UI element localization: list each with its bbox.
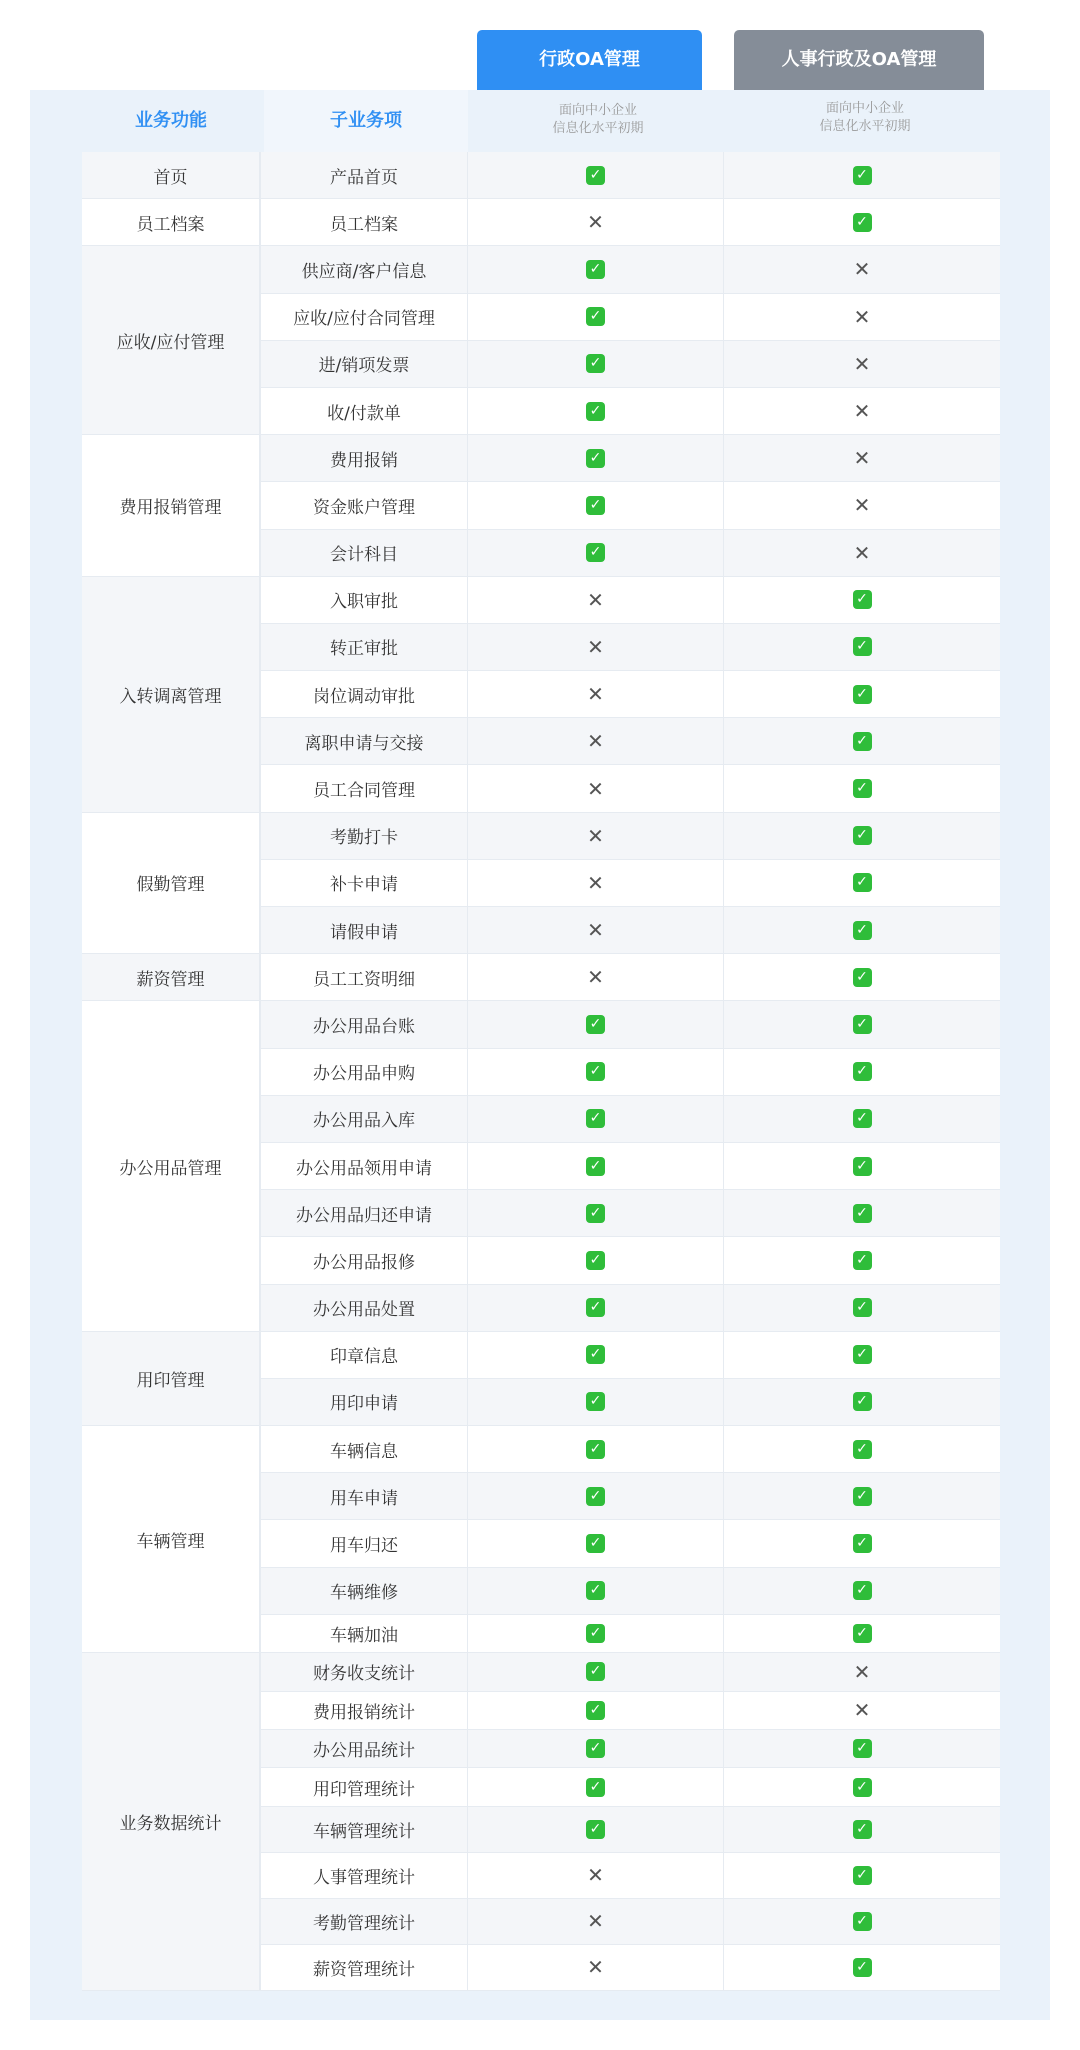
- hr-support-cell: [724, 1426, 1000, 1473]
- hr-support-cell: [724, 1237, 1000, 1284]
- sub-item-cell: 产品首页: [260, 152, 468, 199]
- sub-item-cell: 办公用品领用申请: [260, 1143, 468, 1190]
- hr-support-cell: [724, 1768, 1000, 1806]
- check-icon: ✓: [853, 1866, 872, 1885]
- hr-support-cell: [724, 1473, 1000, 1520]
- hr-support-cell: [724, 388, 1000, 435]
- check-icon: ✓: [853, 1251, 872, 1270]
- check-icon: ✓: [853, 1345, 872, 1364]
- hr-support-cell: [724, 765, 1000, 812]
- sub-item-cell: 人事管理统计: [260, 1853, 468, 1899]
- hr-support-cell: [724, 907, 1000, 954]
- cross-icon: ✕: [587, 634, 604, 659]
- check-icon: ✓: [586, 1487, 605, 1506]
- business-function-cell: 薪资管理: [82, 954, 260, 1001]
- cross-icon: ✕: [853, 540, 871, 565]
- oa-support-cell: [468, 624, 724, 671]
- oa-support-cell: [468, 199, 724, 246]
- hr-support-cell: [724, 246, 1000, 293]
- oa-support-cell: [468, 1520, 724, 1567]
- check-icon: ✓: [586, 307, 605, 326]
- sub-item-cell: 办公用品统计: [260, 1730, 468, 1768]
- oa-support-cell: [468, 860, 724, 907]
- business-function-cell: 办公用品管理: [82, 1001, 260, 1331]
- cross-icon: ✕: [853, 493, 871, 518]
- check-icon: ✓: [586, 1440, 605, 1459]
- check-icon: ✓: [853, 921, 872, 940]
- oa-support-cell: [468, 813, 724, 860]
- header-hr-description: [730, 100, 1000, 136]
- sub-item-cell: 车辆加油: [260, 1615, 468, 1653]
- hr-support-cell: [724, 813, 1000, 860]
- oa-support-cell: [468, 388, 724, 435]
- hr-support-cell: [724, 1853, 1000, 1899]
- sub-item-cell: 用车归还: [260, 1520, 468, 1567]
- hr-support-cell: [724, 577, 1000, 624]
- hr-support-cell: [724, 624, 1000, 671]
- check-icon: ✓: [586, 1534, 605, 1553]
- check-icon: ✓: [586, 1298, 605, 1317]
- check-icon: ✓: [586, 1624, 605, 1643]
- sub-item-cell: 请假申请: [260, 907, 468, 954]
- check-icon: ✓: [853, 166, 872, 185]
- hr-support-cell: [724, 1190, 1000, 1237]
- check-icon: ✓: [853, 968, 872, 987]
- business-function-cell: 首页: [82, 152, 260, 199]
- feature-grid: [82, 152, 1000, 1991]
- oa-support-cell: [468, 1001, 724, 1048]
- cross-icon: ✕: [587, 823, 604, 848]
- hr-support-cell: [724, 152, 1000, 199]
- check-icon: ✓: [853, 1912, 872, 1931]
- oa-support-cell: [468, 1615, 724, 1653]
- cross-icon: ✕: [853, 446, 871, 471]
- header-oa-description: [470, 102, 726, 138]
- sub-item-cell: 员工档案: [260, 199, 468, 246]
- oa-support-cell: [468, 1730, 724, 1768]
- oa-support-cell: [468, 435, 724, 482]
- sub-item-cell: 收/付款单: [260, 388, 468, 435]
- check-icon: ✓: [853, 1624, 872, 1643]
- check-icon: ✓: [853, 1015, 872, 1034]
- hr-support-cell: [724, 1615, 1000, 1653]
- oa-support-cell: [468, 1568, 724, 1615]
- header-sub-item: 子业务项: [264, 90, 468, 152]
- sub-item-cell: 考勤管理统计: [260, 1899, 468, 1945]
- check-icon: ✓: [586, 1204, 605, 1223]
- sub-item-cell: 转正审批: [260, 624, 468, 671]
- oa-support-cell: [468, 1143, 724, 1190]
- hr-support-cell: [724, 954, 1000, 1001]
- header-business-function: 业务功能: [135, 110, 207, 131]
- hr-support-cell: [724, 341, 1000, 388]
- header-oa-desc-line: 信息化水平初期: [552, 121, 644, 136]
- sub-item-cell: 办公用品台账: [260, 1001, 468, 1048]
- hr-support-cell: [724, 530, 1000, 577]
- business-function-cell: 假勤管理: [82, 813, 260, 955]
- oa-support-cell: [468, 1237, 724, 1284]
- oa-support-cell: [468, 1853, 724, 1899]
- oa-support-cell: [468, 718, 724, 765]
- business-function-cell: 用印管理: [82, 1332, 260, 1426]
- oa-support-cell: [468, 1768, 724, 1806]
- cross-icon: ✕: [587, 965, 604, 990]
- sub-item-cell: 办公用品报修: [260, 1237, 468, 1284]
- sub-item-cell: 办公用品入库: [260, 1096, 468, 1143]
- sub-item-cell: 车辆维修: [260, 1568, 468, 1615]
- check-icon: ✓: [853, 732, 872, 751]
- check-icon: ✓: [586, 354, 605, 373]
- hr-support-cell: [724, 671, 1000, 718]
- oa-support-cell: [468, 1473, 724, 1520]
- oa-support-cell: [468, 1945, 724, 1991]
- tab-hr-admin-oa[interactable]: 人事行政及OA管理: [734, 30, 984, 90]
- oa-support-cell: [468, 1899, 724, 1945]
- cross-icon: ✕: [587, 1909, 604, 1934]
- tab-admin-oa[interactable]: 行政OA管理: [477, 30, 702, 90]
- cross-icon: ✕: [587, 918, 604, 943]
- hr-support-cell: [724, 1379, 1000, 1426]
- cross-icon: ✕: [853, 304, 871, 329]
- cross-icon: ✕: [587, 1955, 604, 1980]
- oa-support-cell: [468, 1096, 724, 1143]
- check-icon: ✓: [586, 1662, 605, 1681]
- check-icon: ✓: [586, 1251, 605, 1270]
- plan-tabs: [0, 30, 1080, 90]
- check-icon: ✓: [853, 779, 872, 798]
- cross-icon: ✕: [587, 682, 604, 707]
- check-icon: ✓: [586, 166, 605, 185]
- oa-support-cell: [468, 765, 724, 812]
- oa-support-cell: [468, 246, 724, 293]
- sub-item-cell: 考勤打卡: [260, 813, 468, 860]
- sub-item-cell: 办公用品归还申请: [260, 1190, 468, 1237]
- header-oa-desc-line: 面向中小企业: [558, 103, 637, 118]
- check-icon: ✓: [853, 685, 872, 704]
- hr-support-cell: [724, 435, 1000, 482]
- sub-item-cell: 应收/应付合同管理: [260, 294, 468, 341]
- hr-support-cell: [724, 199, 1000, 246]
- check-icon: ✓: [853, 1062, 872, 1081]
- table-header: [82, 90, 1000, 152]
- check-icon: ✓: [586, 1345, 605, 1364]
- comparison-panel: [30, 90, 1050, 2020]
- oa-support-cell: [468, 1285, 724, 1332]
- check-icon: ✓: [586, 1392, 605, 1411]
- check-icon: ✓: [853, 1958, 872, 1977]
- cross-icon: ✕: [587, 1863, 604, 1888]
- check-icon: ✓: [586, 1015, 605, 1034]
- cross-icon: ✕: [853, 399, 871, 424]
- sub-item-cell: 入职审批: [260, 577, 468, 624]
- check-icon: ✓: [853, 213, 872, 232]
- oa-support-cell: [468, 152, 724, 199]
- hr-support-cell: [724, 1332, 1000, 1379]
- cross-icon: ✕: [853, 1698, 871, 1723]
- hr-support-cell: [724, 1520, 1000, 1567]
- sub-item-cell: 车辆信息: [260, 1426, 468, 1473]
- sub-item-cell: 离职申请与交接: [260, 718, 468, 765]
- check-icon: ✓: [853, 1109, 872, 1128]
- check-icon: ✓: [853, 1392, 872, 1411]
- hr-support-cell: [724, 1692, 1000, 1730]
- check-icon: ✓: [586, 543, 605, 562]
- sub-item-cell: 办公用品处置: [260, 1285, 468, 1332]
- business-function-cell: 车辆管理: [82, 1426, 260, 1653]
- check-icon: ✓: [853, 873, 872, 892]
- oa-support-cell: [468, 1049, 724, 1096]
- business-function-cell: 业务数据统计: [82, 1653, 260, 1991]
- check-icon: ✓: [586, 260, 605, 279]
- sub-item-cell: 薪资管理统计: [260, 1945, 468, 1991]
- oa-support-cell: [468, 1807, 724, 1853]
- sub-item-cell: 用车申请: [260, 1473, 468, 1520]
- check-icon: ✓: [853, 590, 872, 609]
- hr-support-cell: [724, 860, 1000, 907]
- check-icon: ✓: [853, 1440, 872, 1459]
- sub-item-cell: 用印管理统计: [260, 1768, 468, 1806]
- hr-support-cell: [724, 718, 1000, 765]
- check-icon: ✓: [586, 1701, 605, 1720]
- check-icon: ✓: [853, 637, 872, 656]
- sub-item-cell: 费用报销: [260, 435, 468, 482]
- check-icon: ✓: [586, 1739, 605, 1758]
- cross-icon: ✕: [587, 729, 604, 754]
- oa-support-cell: [468, 294, 724, 341]
- check-icon: ✓: [586, 449, 605, 468]
- hr-support-cell: [724, 1568, 1000, 1615]
- oa-support-cell: [468, 671, 724, 718]
- check-icon: ✓: [853, 1534, 872, 1553]
- hr-support-cell: [724, 1945, 1000, 1991]
- hr-support-cell: [724, 1049, 1000, 1096]
- business-function-cell: 费用报销管理: [82, 435, 260, 577]
- oa-support-cell: [468, 1332, 724, 1379]
- cross-icon: ✕: [587, 870, 604, 895]
- hr-support-cell: [724, 294, 1000, 341]
- check-icon: ✓: [853, 1581, 872, 1600]
- cross-icon: ✕: [587, 776, 604, 801]
- sub-item-cell: 车辆管理统计: [260, 1807, 468, 1853]
- hr-support-cell: [724, 1899, 1000, 1945]
- check-icon: ✓: [586, 1820, 605, 1839]
- hr-support-cell: [724, 1653, 1000, 1691]
- check-icon: ✓: [586, 1581, 605, 1600]
- check-icon: ✓: [853, 1157, 872, 1176]
- header-hr-desc-line: 信息化水平初期: [819, 119, 911, 134]
- oa-support-cell: [468, 1692, 724, 1730]
- check-icon: ✓: [853, 1204, 872, 1223]
- cross-icon: ✕: [853, 257, 871, 282]
- hr-support-cell: [724, 482, 1000, 529]
- sub-item-cell: 印章信息: [260, 1332, 468, 1379]
- check-icon: ✓: [586, 1157, 605, 1176]
- sub-item-cell: 员工工资明细: [260, 954, 468, 1001]
- business-function-cell: 应收/应付管理: [82, 246, 260, 435]
- check-icon: ✓: [586, 402, 605, 421]
- check-icon: ✓: [853, 1298, 872, 1317]
- check-icon: ✓: [586, 1062, 605, 1081]
- oa-support-cell: [468, 907, 724, 954]
- cross-icon: ✕: [853, 351, 871, 376]
- header-hr-desc-line: 面向中小企业: [825, 101, 904, 116]
- business-function-cell: 入转调离管理: [82, 577, 260, 813]
- oa-support-cell: [468, 1190, 724, 1237]
- business-function-cell: 员工档案: [82, 199, 260, 246]
- sub-item-cell: 财务收支统计: [260, 1653, 468, 1691]
- oa-support-cell: [468, 530, 724, 577]
- oa-support-cell: [468, 1653, 724, 1691]
- sub-item-cell: 用印申请: [260, 1379, 468, 1426]
- oa-support-cell: [468, 954, 724, 1001]
- hr-support-cell: [724, 1001, 1000, 1048]
- sub-item-cell: 办公用品申购: [260, 1049, 468, 1096]
- oa-support-cell: [468, 1426, 724, 1473]
- hr-support-cell: [724, 1285, 1000, 1332]
- hr-support-cell: [724, 1807, 1000, 1853]
- cross-icon: ✕: [587, 587, 604, 612]
- sub-item-cell: 进/销项发票: [260, 341, 468, 388]
- sub-item-cell: 供应商/客户信息: [260, 246, 468, 293]
- sub-item-cell: 会计科目: [260, 530, 468, 577]
- check-icon: ✓: [853, 1739, 872, 1758]
- sub-item-cell: 员工合同管理: [260, 765, 468, 812]
- sub-item-cell: 资金账户管理: [260, 482, 468, 529]
- check-icon: ✓: [853, 826, 872, 845]
- oa-support-cell: [468, 577, 724, 624]
- oa-support-cell: [468, 1379, 724, 1426]
- sub-item-cell: 费用报销统计: [260, 1692, 468, 1730]
- cross-icon: ✕: [587, 210, 604, 235]
- check-icon: ✓: [853, 1487, 872, 1506]
- check-icon: ✓: [586, 496, 605, 515]
- oa-support-cell: [468, 482, 724, 529]
- check-icon: ✓: [853, 1820, 872, 1839]
- check-icon: ✓: [586, 1109, 605, 1128]
- hr-support-cell: [724, 1143, 1000, 1190]
- sub-item-cell: 岗位调动审批: [260, 671, 468, 718]
- check-icon: ✓: [853, 1778, 872, 1797]
- check-icon: ✓: [586, 1778, 605, 1797]
- hr-support-cell: [724, 1096, 1000, 1143]
- oa-support-cell: [468, 341, 724, 388]
- cross-icon: ✕: [853, 1659, 871, 1684]
- hr-support-cell: [724, 1730, 1000, 1768]
- sub-item-cell: 补卡申请: [260, 860, 468, 907]
